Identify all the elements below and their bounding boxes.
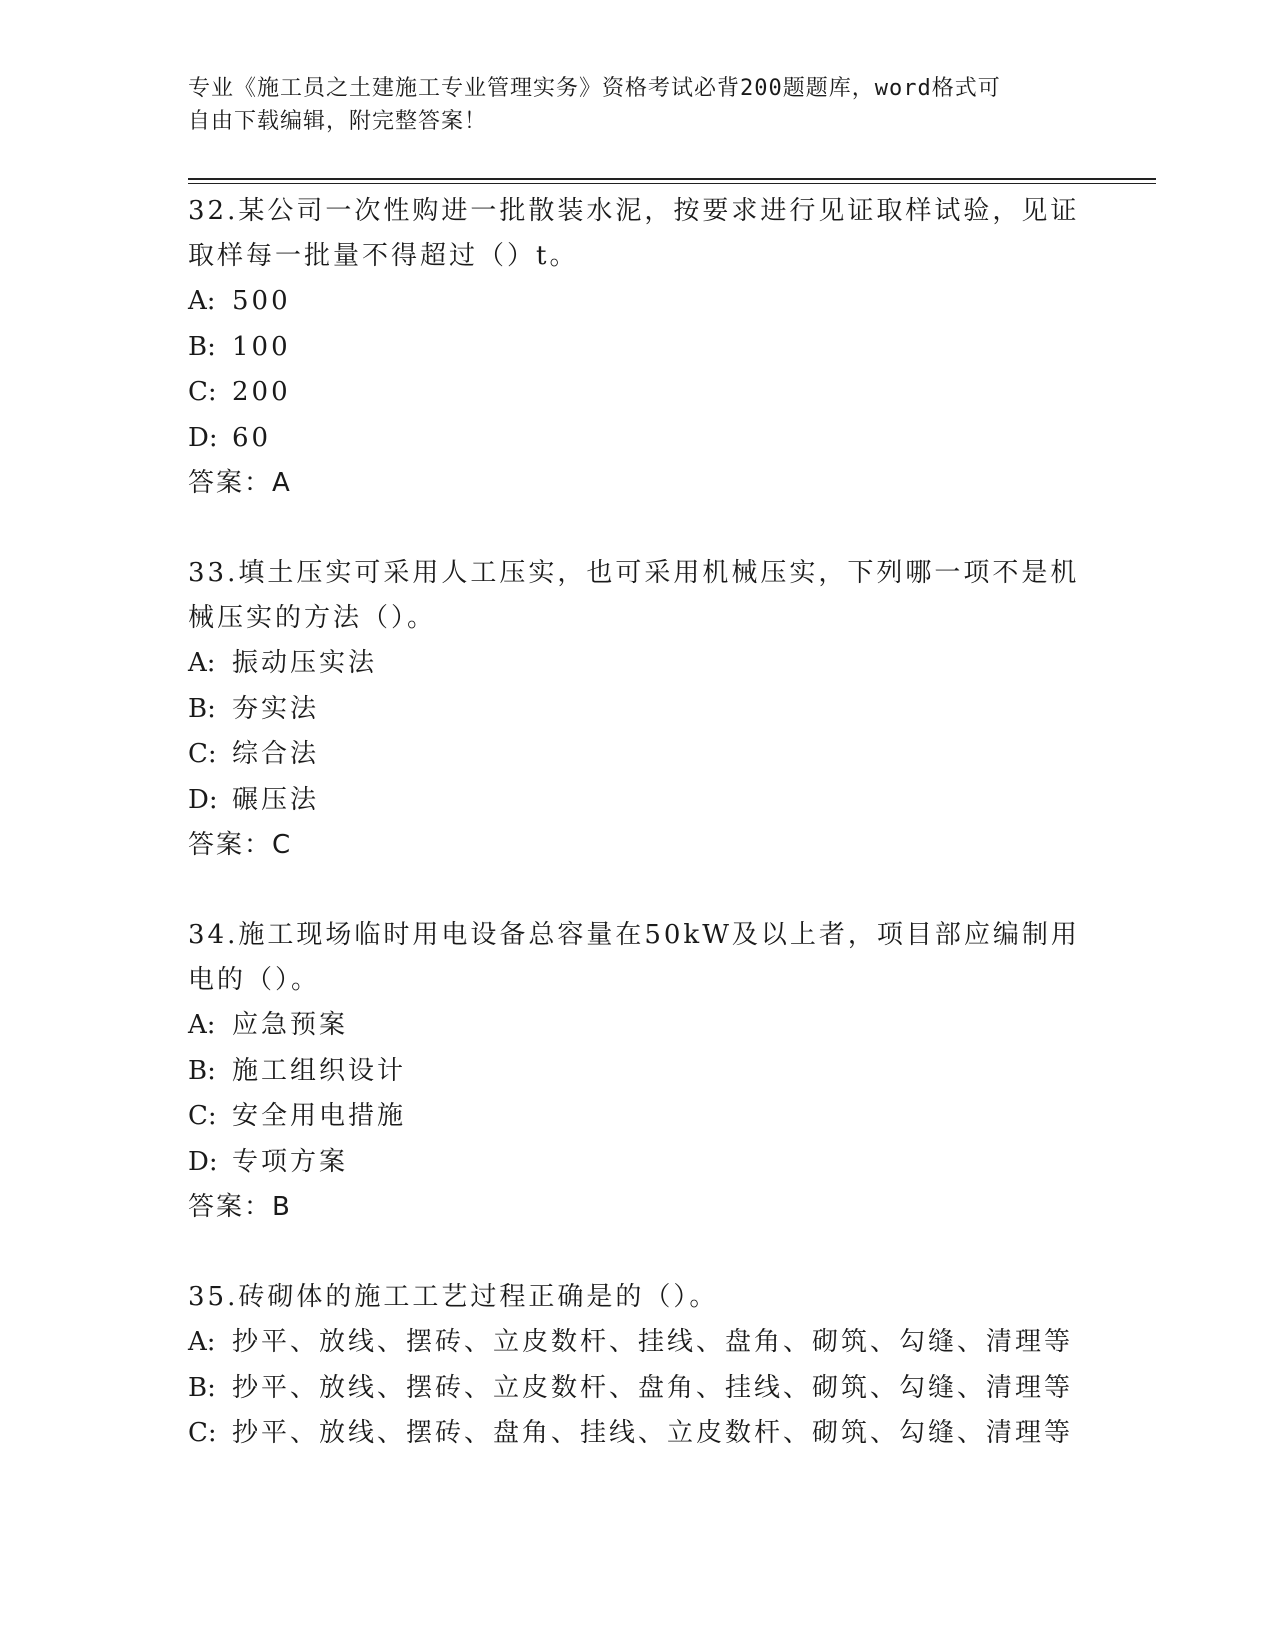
option-c [188,1094,1088,1140]
option-b [188,325,1088,371]
option-text: 100 [232,331,291,362]
option-letter: A: [188,648,216,678]
option-text: 夯实法 [232,693,320,724]
header-line-2: 自由下载编辑，附完整答案！ [188,109,488,134]
option-d [188,416,1088,462]
option-c [188,1411,1088,1457]
question-32 [188,189,1088,506]
option-text: 500 [232,286,291,316]
option-letter: B: [188,1372,216,1403]
option-letter: B: [188,1055,216,1086]
option-b [188,687,1088,733]
option-c [188,732,1088,778]
option-text: 60 [232,422,272,453]
answer-line: 答案：C [188,830,293,860]
option-a [188,1003,1088,1049]
header-line-1: 专业《施工员之土建施工专业管理实务》资格考试必背200题题库，word格式可 [188,76,1001,101]
option-d [188,778,1088,824]
option-text: 碾压法 [232,784,320,815]
answer-line: 答案：A [188,468,292,498]
header-divider [188,178,1156,184]
option-letter: D: [188,1146,218,1177]
option-text: 抄平、放线、摆砖、立皮数杆、挂线、盘角、砌筑、勾缝、清理等 [232,1327,1074,1357]
option-letter: B: [188,331,216,362]
option-letter: D: [188,422,218,453]
question-list [188,189,1088,1502]
question-text: 32.某公司一次性购进一批散装水泥，按要求进行见证取样试验，见证取样每一批量不得超过（）t。 [188,196,1080,271]
option-text: 抄平、放线、摆砖、立皮数杆、盘角、挂线、砌筑、勾缝、清理等 [232,1372,1074,1403]
question-34 [188,913,1088,1230]
question-text: 33.填土压实可采用人工压实，也可采用机械压实，下列哪一项不是机械压实的方法（）。 [188,558,1080,633]
option-text: 应急预案 [232,1010,349,1040]
option-text: 振动压实法 [232,648,378,678]
option-letter: C: [188,1418,217,1448]
option-b [188,1049,1088,1095]
option-text: 安全用电措施 [232,1101,407,1131]
option-letter: A: [188,1327,216,1357]
option-c [188,370,1088,416]
option-b [188,1366,1088,1412]
option-letter: C: [188,1101,217,1131]
option-letter: C: [188,377,217,407]
question-text: 35.砖砌体的施工工艺过程正确是的（）。 [188,1282,719,1312]
question-text: 34.施工现场临时用电设备总容量在50kW及以上者，项目部应编制用电的（）。 [188,920,1080,995]
option-d [188,1140,1088,1186]
option-a [188,279,1088,325]
document-header [188,72,1068,138]
option-text: 施工组织设计 [232,1055,407,1086]
question-33 [188,551,1088,868]
question-35 [188,1275,1088,1457]
option-text: 抄平、放线、摆砖、盘角、挂线、立皮数杆、砌筑、勾缝、清理等 [232,1418,1074,1448]
option-letter: C: [188,739,217,769]
option-text: 200 [232,377,291,407]
option-text: 专项方案 [232,1146,349,1177]
option-a [188,641,1088,687]
option-a [188,1320,1088,1366]
option-letter: A: [188,286,216,316]
option-text: 综合法 [232,739,320,769]
answer-line: 答案：B [188,1192,292,1222]
option-letter: D: [188,784,218,815]
option-letter: B: [188,693,216,724]
option-letter: A: [188,1010,216,1040]
